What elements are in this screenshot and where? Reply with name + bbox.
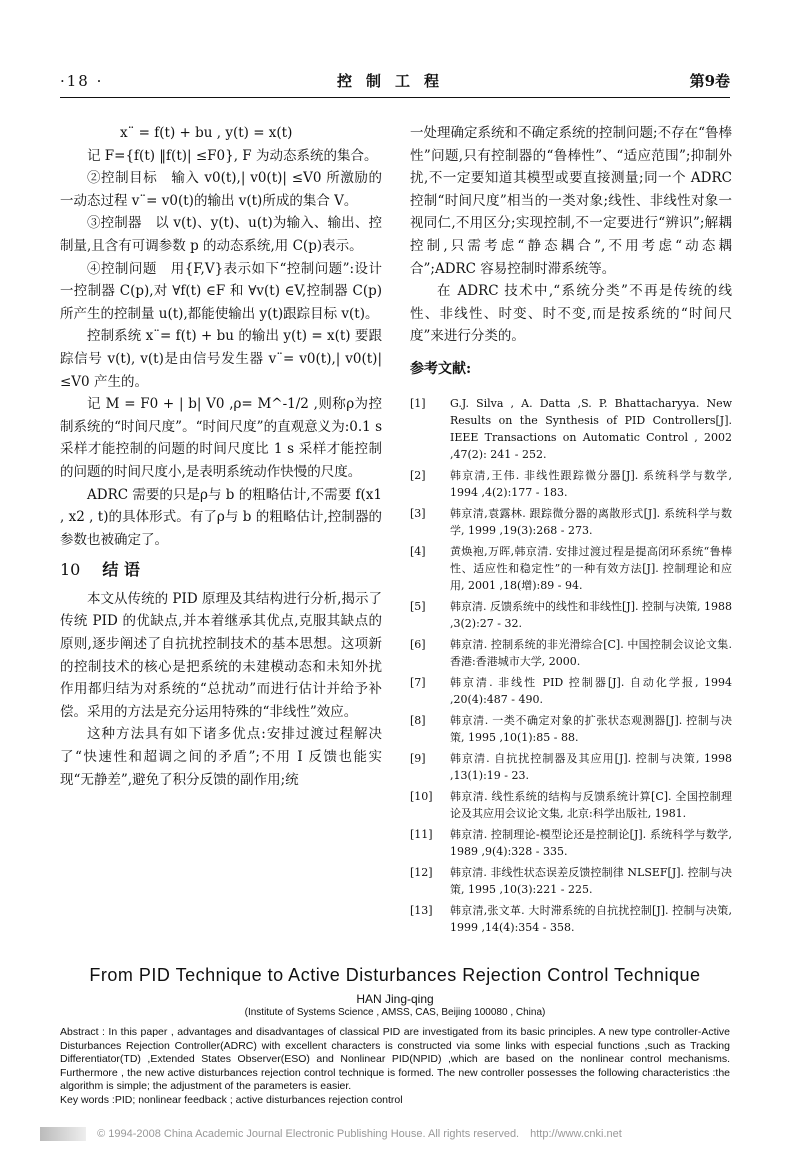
section-heading — [60, 559, 382, 582]
journal-name: 控制工程 — [336, 72, 453, 90]
right-column — [410, 122, 732, 940]
cnki-logo-icon — [40, 1127, 86, 1141]
equation: x¨ = f(t) + bu , y(t) = x(t) — [120, 125, 293, 141]
reference-item — [410, 788, 732, 822]
left-column — [60, 122, 382, 791]
paragraph: 控制系统 x¨= f(t) + bu 的输出 y(t) = x(t) 要跟踪信号 v(t), v(t)是由信号发生器 v¨= v0(t),| v0(t)| ≤V0 产生的。 — [60, 328, 382, 390]
paragraph: 这种方法具有如下诸多优点:安排过渡过程解决了“快速性和超调之间的矛盾”;不用 I 反馈也能实现“无静差”,避免了积分反馈的副作用;统 — [60, 726, 382, 788]
paragraph: ADRC 需要的只是ρ与 b 的粗略估计,不需要 f(x1 , x2 , t)的具体形式。有了ρ与 b 的粗略估计,控制器的参数也被确定了。 — [60, 486, 382, 548]
reference-text: 韩京清,袁露林. 跟踪微分器的离散形式[J]. 系统科学与数学, 1999 ,19(3):268 - 273. — [450, 506, 732, 537]
paragraph: 一处理确定系统和不确定系统的控制问题;不存在“鲁棒性”问题,只有控制器的“鲁棒性”、“适应范围”;抑制外扰,不一定要知道其模型或要直接测量;同一个 ADRC 控制“时间尺度”相当的一类对象;线性、非线性对象一视同仁,不用区分;实现控制,不一定要进行“辨识”;解耦控制,只需考虑“静态耦合”,不用考虑“动态耦合”;ADRC 容易控制时滞系统等。 — [410, 125, 732, 277]
reference-number: [5] — [410, 599, 426, 613]
reference-text: 黄焕袍,万晖,韩京清. 安排过渡过程是提高闭环系统“鲁棒性、适应性和稳定性”的一种有效方法[J]. 控制理论和应用, 2001 ,18(增):89 - 94. — [450, 544, 732, 592]
paragraph: 在 ADRC 技术中,“系统分类”不再是传统的线性、非线性、时变、时不变,而是按系统的“时间尺度”来进行分类的。 — [410, 283, 732, 345]
volume-label: 第9卷 — [689, 72, 730, 90]
copyright-text: © 1994-2008 China Academic Journal Electronic Publishing House. All rights reserved. http://www.cnki.net — [97, 1128, 622, 1140]
reference-number: [7] — [410, 675, 426, 689]
reference-text: 韩京清. 反馈系统中的线性和非线性[J]. 控制与决策, 1988 ,3(2):27 - 32. — [450, 599, 732, 630]
reference-text: 韩京清,张文革. 大时滞系统的自抗扰控制[J]. 控制与决策, 1999 ,14(4):354 - 358. — [450, 903, 732, 934]
english-author: HAN Jing-qing — [356, 992, 434, 1006]
reference-text: 韩京清. 一类不确定对象的扩张状态观测器[J]. 控制与决策, 1995 ,10(1):85 - 88. — [450, 713, 732, 744]
reference-item — [410, 395, 732, 463]
reference-item — [410, 598, 732, 632]
paragraph: ④控制问题 用{F,V}表示如下“控制问题”:设计一控制器 C(p),对 ∀f(t) ∈F 和 ∀v(t) ∈V,控制器 C(p)所产生的控制量 u(t),都能使输出 y(t)跟踪目标 v(t)。 — [60, 260, 382, 322]
english-affiliation: (Institute of Systems Science , AMSS, CAS, Beijing 100080 , China) — [244, 1007, 546, 1018]
paragraph: ②控制目标 输入 v0(t),| v0(t)| ≤V0 所激励的一动态过程 v¨= v0(t)的输出 v(t)所成的集合 V。 — [60, 170, 382, 209]
reference-item — [410, 543, 732, 594]
paragraph: 本文从传统的 PID 原理及其结构进行分析,揭示了传统 PID 的优缺点,并本着继承其优点,克服其缺点的原则,逐步阐述了自抗扰控制技术的基本思想。这项新的控制技术的核心是把系统的未建模动态和未知外扰作用都归结为对系统的“总扰动”而进行估计并给予补偿。采用的方法是充分运用特殊的“非线性”效应。 — [60, 590, 382, 720]
reference-number: [11] — [410, 827, 433, 841]
running-header — [60, 70, 730, 96]
reference-number: [4] — [410, 544, 426, 558]
section-number: 10 — [60, 560, 81, 580]
reference-number: [8] — [410, 713, 426, 727]
reference-item — [410, 636, 732, 670]
copyright-footer — [40, 1125, 750, 1141]
page-number: ·18 · — [60, 72, 104, 90]
reference-number: [3] — [410, 506, 426, 520]
reference-item — [410, 712, 732, 746]
english-title: From PID Technique to Active Disturbances Rejection Control Technique — [89, 965, 701, 985]
right-paragraphs — [410, 122, 732, 348]
reference-item — [410, 864, 732, 898]
reference-text: 韩京清. 非线性 PID 控制器[J]. 自动化学报, 1994 ,20(4):487 - 490. — [450, 675, 732, 706]
reference-text: G.J. Silva , A. Datta ,S. P. Bhattacharyya. New Results on the Synthesis of PID Controllers[J]. IEEE Transactions on Automatic Control , 2002 ,47(2): 241 - 252. — [450, 396, 732, 461]
reference-item — [410, 826, 732, 860]
paragraph: 记 F={f(t) ‖f(t)| ≤F0}, F 为动态系统的集合。 — [87, 147, 378, 164]
reference-number: [9] — [410, 751, 426, 765]
reference-item — [410, 902, 732, 936]
english-abstract: Abstract : In this paper , advantages and disadvantages of classical PID are investigated from its basic principles. A new type controller-Active Disturbances Rejection Controller(ADRC) with excellent characters is constructed via some links with especial functions ,such as Tracking Differentiator(TD) ,Extended States Observer(ESO) and Nonlinear PID(NPID) ,which are based on the nonlinear control mechanisms. Furthermore , the new active disturbances rejection control technique is formed. The new controller possesses the following characteristics :the algorithm is simple; the adjustment of the parameters is easier. — [60, 1026, 730, 1092]
reference-number: [13] — [410, 903, 433, 917]
references-heading: 参考文献: — [410, 360, 472, 377]
reference-text: 韩京清. 自抗扰控制器及其应用[J]. 控制与决策, 1998 ,13(1):19 - 23. — [450, 751, 732, 782]
english-keywords: Key words :PID; nonlinear feedback ; active disturbances rejection control — [60, 1093, 403, 1106]
section-title: 结 语 — [102, 560, 140, 580]
reference-text: 韩京清. 非线性状态误差反馈控制律 NLSEF[J]. 控制与决策, 1995 ,10(3):221 - 225. — [450, 865, 732, 896]
reference-number: [12] — [410, 865, 433, 879]
reference-item — [410, 674, 732, 708]
header-rule — [60, 97, 730, 98]
english-abstract-block — [60, 965, 730, 1107]
reference-text: 韩京清. 控制理论-模型论还是控制论[J]. 系统科学与数学, 1989 ,9(4):328 - 335. — [450, 827, 732, 858]
reference-number: [2] — [410, 468, 426, 482]
reference-number: [6] — [410, 637, 426, 651]
reference-text: 韩京清. 线性系统的结构与反馈系统计算[C]. 全国控制理论及其应用会议论文集, 北京:科学出版社, 1981. — [450, 789, 732, 820]
reference-number: [10] — [410, 789, 433, 803]
reference-item — [410, 467, 732, 501]
paragraph: ③控制器 以 v(t)、y(t)、u(t)为输入、输出、控制量,且含有可调参数 p 的动态系统,用 C(p)表示。 — [60, 215, 382, 254]
reference-item — [410, 505, 732, 539]
reference-text: 韩京清. 控制系统的非光滑综合[C]. 中国控制会议论文集. 香港:香港城市大学, 2000. — [450, 637, 732, 668]
reference-number: [1] — [410, 396, 426, 410]
reference-item — [410, 750, 732, 784]
reference-text: 韩京清,王伟. 非线性跟踪微分器[J]. 系统科学与数学, 1994 ,4(2):177 - 183. — [450, 468, 732, 499]
references-list — [410, 395, 732, 936]
paragraph: 记 M = F0 + | b| V0 ,ρ= M^-1/2 ,则称ρ为控制系统的“时间尺度”。“时间尺度”的直观意义为:0.1 s 采样才能控制的问题的时间尺度比 1 s 采样才能控制的问题的时间尺度小,是表明系统动作快慢的尺度。 — [60, 396, 382, 480]
